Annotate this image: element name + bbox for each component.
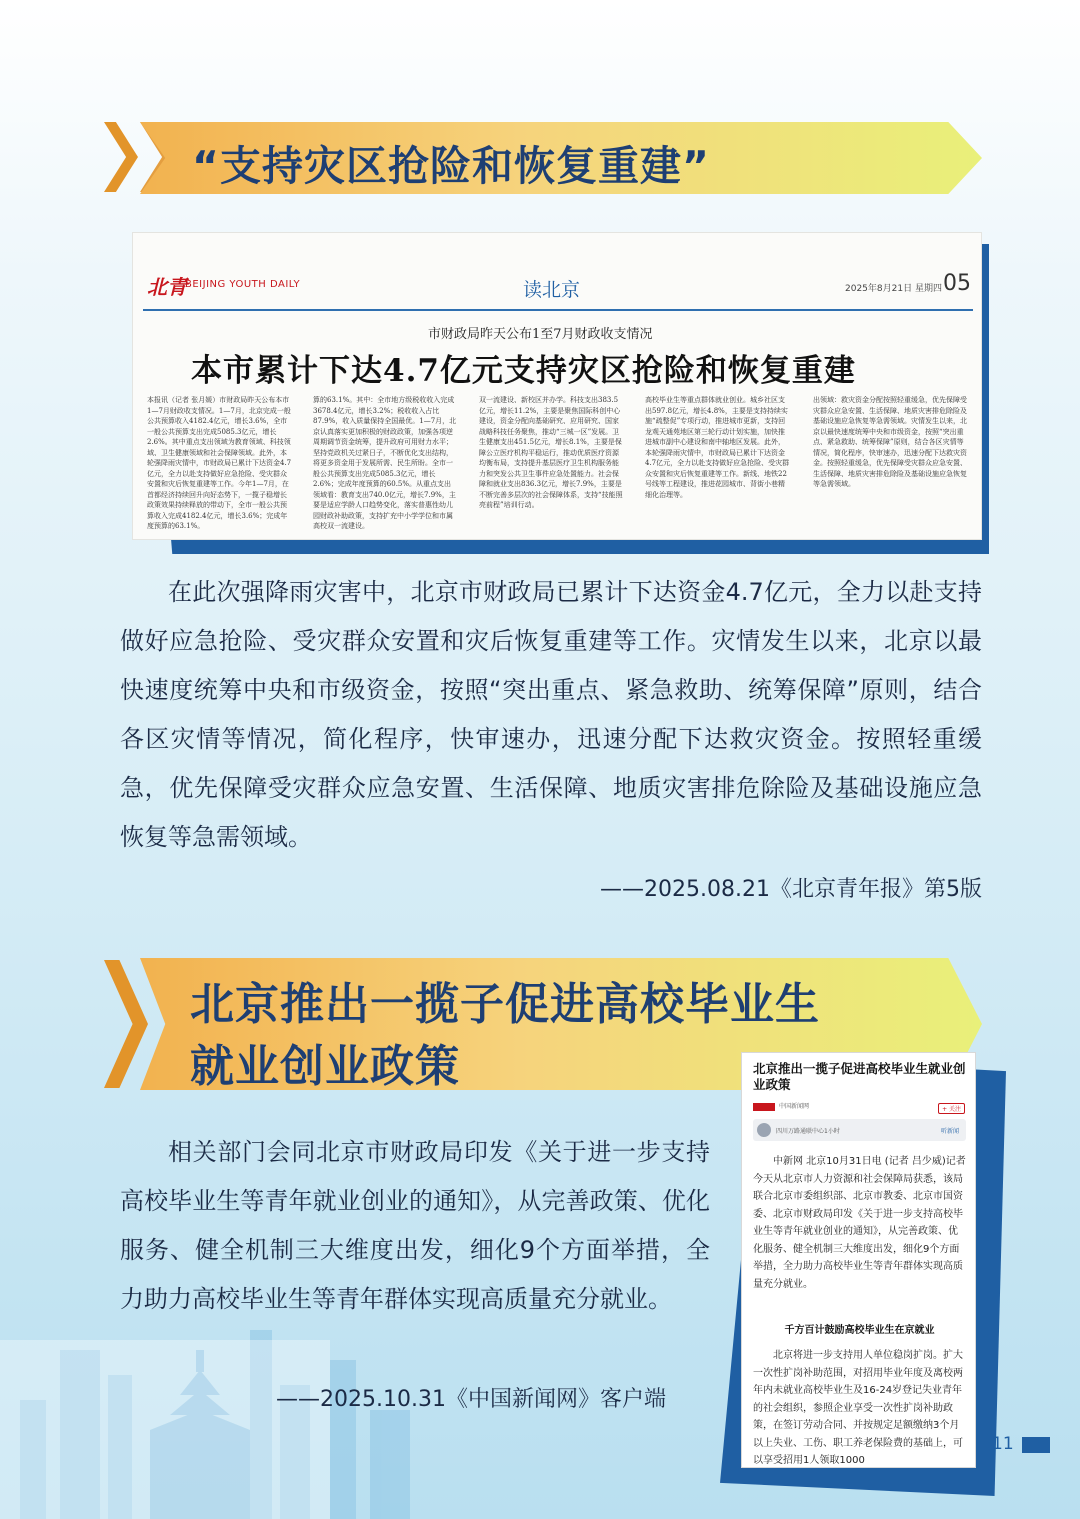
section1-source: ——2025.08.21《北京青年报》第5版 (600, 877, 982, 902)
section2-title-line1: 北京推出一揽子促进高校毕业生 (190, 979, 820, 1030)
phone-article-screenshot (741, 1052, 976, 1468)
newspaper-logo-en: BEIJING YOUTH DAILY (185, 279, 301, 290)
phone-body-paragraph: 北京将进一步支持用人单位稳岗扩岗。扩大一次性扩岗补助范围，对招用毕业年度及离校两年内未就业高校毕业生及16-24岁登记失业青年的社会组织，参照企业享受一次性扩岗补助政策，在签订劳动合同、并按规定足额缴纳3个月以上失业、工伤、职工养老保险费的基础上，可以享受招用1人领取1000 (753, 1350, 963, 1466)
newspaper-column: 高校毕业生等重点群体就业创业。城乡社区支出597.8亿元，增长4.8%，主要是支持持续实施“疏整促”专项行动，推进城市更新，支持回龙观天通苑地区第三轮行动计划实施，加快推进城市副中心建设和南中轴地区发展。此外，本轮强降雨灾情中，市财政局已累计下达资金4.7亿元，全力以赴支持做好应急抢险、受灾群众安置和灾后恢复重建等工作。新线、地铁22号线等工程建设，推进花园城市、背街小巷精细化治理等。 (645, 396, 790, 499)
phone-subhead: 千方百计鼓励高校毕业生在京就业 (784, 1325, 935, 1336)
page-number-block (1022, 1437, 1050, 1453)
newspaper-page-number: 05 (943, 271, 971, 296)
newspaper-date: 2025年8月21日 星期四 (845, 284, 942, 294)
newspaper-column: 本报讯（记者 张月媛）市财政局昨天公布本市1—7月财政收支情况。1—7月，北京完成一般公共预算收入4182.4亿元，增长3.6%，全市一般公共预算支出完成5085.3亿元，增长2.6%。其中重点支出领域为教育领域、科技领域、卫生健康领域和社会保障领域。此外，本轮强降雨灾情中，市财政局已累计下达资金4.7亿元，全力以赴支持做好应急抢险、受灾群众安置和灾后恢复重建等工作。今年1—7月，在首都经济持续回升向好态势下，一揽子稳增长政策效果持续释放的带动下，全市一般公共预算收入完成4182.4亿元，增长3.6%；完成年度预算的63.1%。 (147, 396, 292, 530)
section1-paragraph: 在此次强降雨灾害中，北京市财政局已累计下达资金4.7亿元，全力以赴支持做好应急抢险、受灾群众安置和灾后恢复重建等工作。灾情发生以来，北京以最快速度统筹中央和市级资金，按照“突出重点、紧急救助、统筹保障”原则，结合各区灾情等情况，简化程序，快审速办，迅速分配下达救灾资金。按照轻重缓急，优先保障受灾群众应急安置、生活保障、地质灾害排危除险及基础设施应急恢复等急需领域。 (120, 578, 982, 851)
section1-title: “支持灾区抢险和恢复重建” (192, 142, 710, 190)
newspaper-section: 读北京 (523, 279, 581, 301)
newspaper-column: 算的63.1%。其中：全市地方级税收收入完成3678.4亿元，增长3.2%；税收收入占比87.9%，收入质量保持全国最优。1—7月，北京认真落实更加积极的财政政策，加强各项逆周期调节资金统筹，提升政府可用财力水平；坚持党政机关过紧日子，不断优化支出结构，将更多资金用于发展所需、民生所盼。全市一般公共预算支出完成5085.3亿元，增长2.6%；完成年度预算的60.5%。从重点支出领域看：教育支出740.0亿元，增长7.9%，主要是适应学龄人口趋势变化，落实普惠性幼儿园财政补助政策，支持扩充中小学学位和市属高校双一流建设。 (313, 396, 457, 530)
phone-lead-paragraph: 中新网 北京10月31日电 (记者 吕少威)记者今天从北京市人力资源和社会保障局获悉，该局联合北京市委组织部、北京市教委、北京市国资委、北京市财政局印发《关于进一步支持高校毕业生等青年就业创业的通知》，从完善政策、优化服务、健全机制三大维度出发，细化9个方面举措，全力助力高校毕业生等青年群体实现高质量充分就业。 (753, 1156, 966, 1290)
newspaper-headline: 本市累计下达4.7亿元支持灾区抢险和恢复重建 (191, 353, 856, 389)
newspaper-rule (143, 309, 973, 311)
newspaper-column: 双一流建设、新校区并办学。科技支出383.5亿元，增长11.2%，主要是聚焦国际科创中心建设，资金分配向基础研究、应用研究、国家战略科技任务聚焦，推动“三城一区”发展。卫生健康支出451.5亿元，增长8.1%，主要是保障公立医疗机构平稳运行，推动优质医疗资源均衡布局，支持提升基层医疗卫生机构服务能力和突发公共卫生事件应急处置能力。社会保障和就业支出836.3亿元，增长7.9%，主要是不断完善多层次的社会保障体系，支持“技能照亮前程”培训行动。 (479, 396, 623, 509)
audio-bar-text: 四川万路通联中心1小时 (776, 1128, 840, 1135)
page-number: 11 (992, 1434, 1014, 1454)
chinanews-logo-icon (753, 1103, 775, 1111)
newspaper-logo: 北青 (147, 275, 187, 299)
section2-title-line2: 就业创业政策 (190, 1041, 460, 1092)
banner-chevron-icon (104, 960, 148, 1088)
phone-source-name: 中国新闻网 (779, 1103, 810, 1110)
banner-chevron-icon (104, 122, 138, 192)
section2-source: ——2025.10.31《中国新闻网》客户端 (276, 1387, 666, 1412)
newspaper-subheadline: 市财政局昨天公布1至7月财政收支情况 (428, 327, 653, 342)
avatar-icon (757, 1123, 771, 1137)
newspaper-clipping (132, 232, 982, 540)
page-number-bar (984, 1436, 987, 1454)
phone-article-title: 北京推出一揽子促进高校毕业生就业创业政策 (753, 1061, 966, 1092)
follow-button[interactable]: + 关注 (938, 1103, 965, 1114)
section2-paragraph: 相关部门会同北京市财政局印发《关于进一步支持高校毕业生等青年就业创业的通知》，从完善政策、优化服务、健全机制三大维度出发，细化9个方面举措，全力助力高校毕业生等青年群体实现高质量充分就业。 (120, 1138, 710, 1313)
newspaper-column: 出领域：救灾资金分配按照轻重缓急，优先保障受灾群众应急安置、生活保障、地质灾害排危除险及基础设施应急恢复等急需领域。灾情发生以来，北京以最快速度统筹中央和市级资金，按照“突出重点、紧急救助、统筹保障”原则，结合各区灾情等情况，简化程序，快审速办，迅速分配下达救灾资金。按照轻重缓急，优先保障受灾群众应急安置、生活保障、地质灾害排危除险及基础设施应急恢复等急需领域。 (813, 396, 967, 488)
listen-button[interactable]: 听新闻 (940, 1128, 959, 1135)
